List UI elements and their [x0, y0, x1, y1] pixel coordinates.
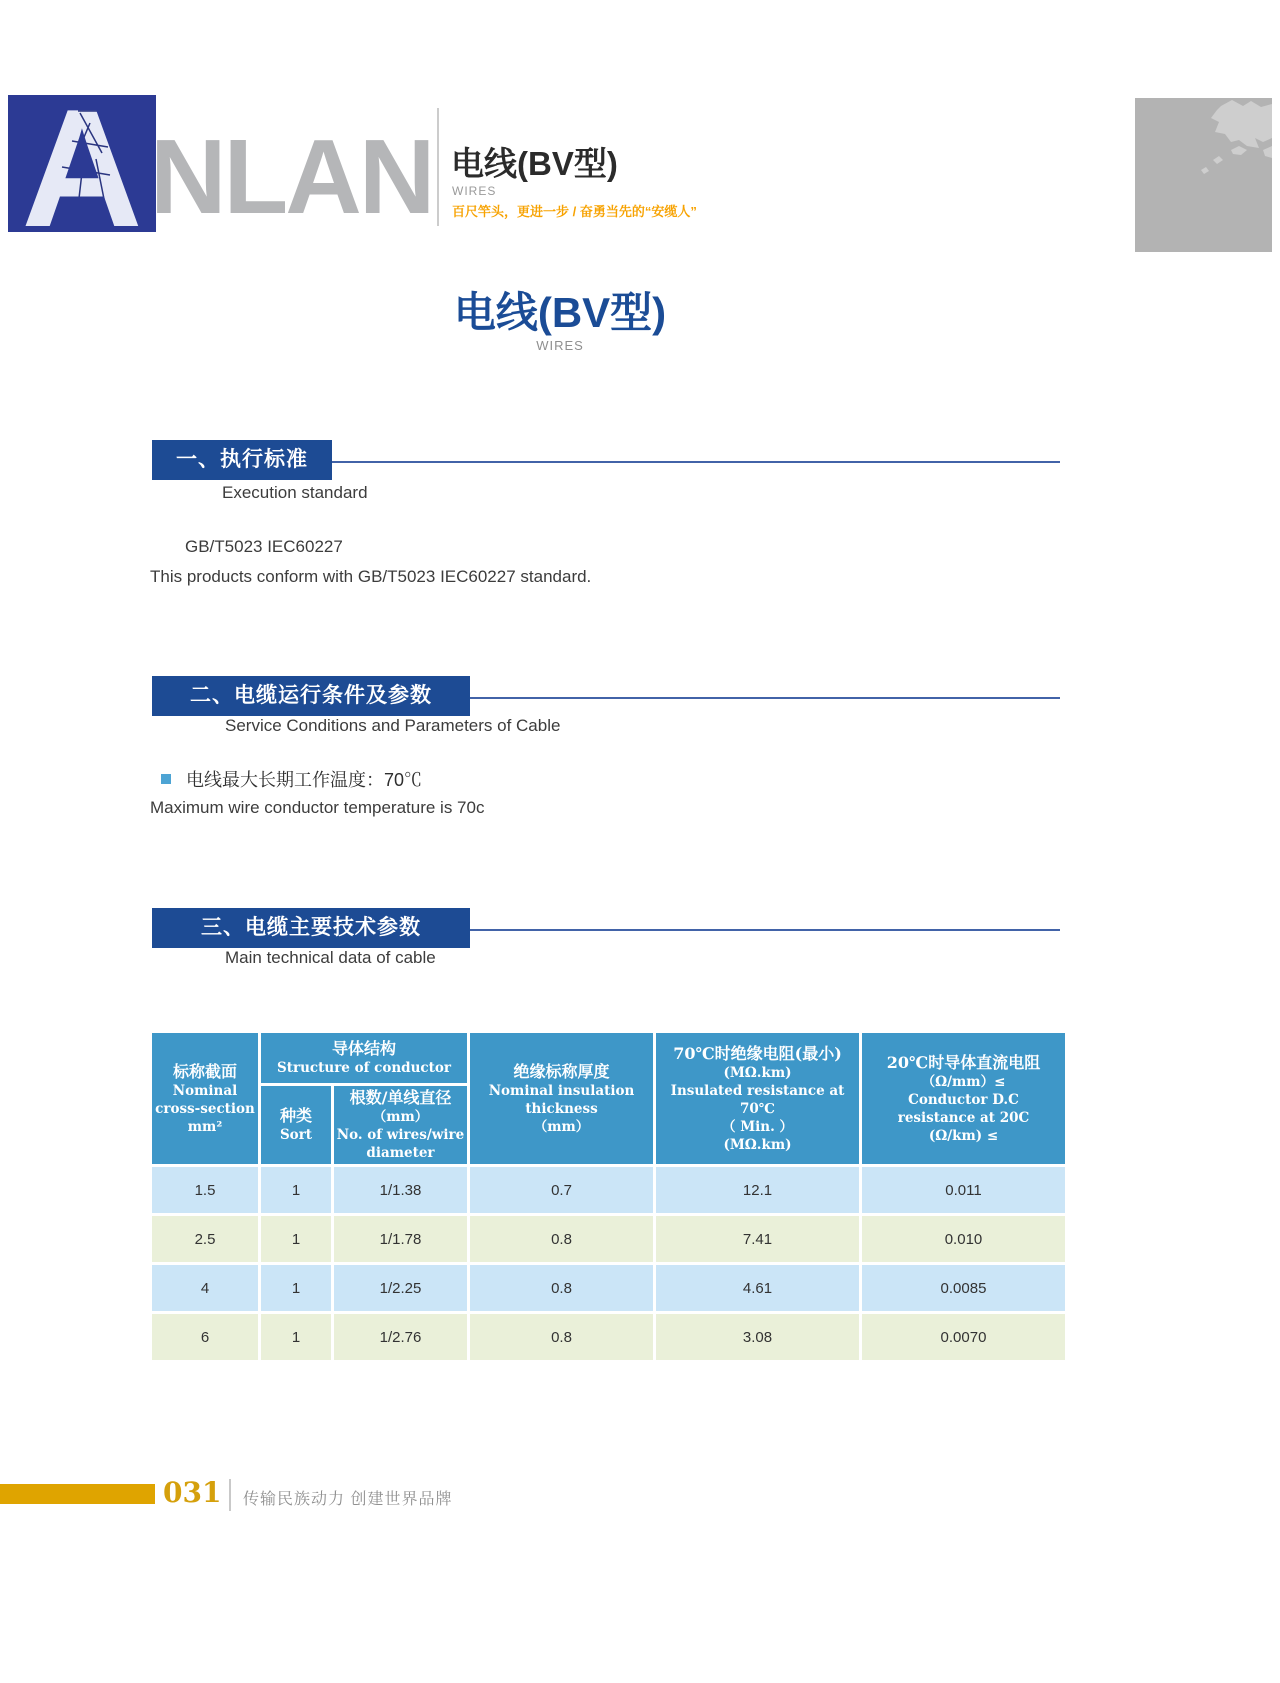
dcres-unit1: （Ω/mm）≤ — [921, 1073, 1006, 1090]
section2-heading: 二、电缆运行条件及参数 — [152, 676, 470, 716]
wires-unit: （mm） — [372, 1109, 429, 1125]
cell-wires: 1/2.25 — [334, 1265, 467, 1311]
table-row — [152, 1216, 1065, 1262]
page-title: 电线(BV型) — [453, 289, 667, 336]
dcres-cn: 20℃时导体直流电阻 — [886, 1052, 1041, 1072]
nominal-en1: Nominal — [172, 1082, 238, 1099]
header-product-subtitle: WIRES — [452, 184, 497, 198]
map-landmass-icon — [1135, 98, 1272, 252]
nominal-cn: 标称截面 — [172, 1061, 237, 1081]
cell-sort: 1 — [261, 1216, 331, 1262]
cell-dc-res: 0.0070 — [862, 1314, 1065, 1360]
header-slogan: 百尺竿头，更进一步 / 奋勇当先的“安缆人” — [452, 204, 697, 219]
cell-sort: 1 — [261, 1167, 331, 1213]
standard-description: This products conform with GB/T5023 IEC60227 standard. — [150, 567, 592, 586]
logo-wordmark: NLAN — [150, 118, 433, 236]
cell-wires: 1/1.78 — [334, 1216, 467, 1262]
dcres-en1: Conductor D.C — [908, 1091, 1019, 1108]
max-temperature-en: Maximum wire conductor temperature is 70c — [150, 798, 485, 817]
section1-rule — [332, 461, 1060, 463]
cell-dc-res: 0.010 — [862, 1216, 1065, 1262]
table-row — [152, 1265, 1065, 1311]
section2-subheading: Service Conditions and Parameters of Cable — [225, 716, 561, 735]
wires-en2: diameter — [366, 1145, 435, 1161]
cell-thickness: 0.7 — [470, 1167, 653, 1213]
section1-heading: 一、执行标准 — [152, 440, 332, 480]
thickness-en2: thickness — [525, 1100, 598, 1117]
structure-cn: 导体结构 — [331, 1039, 396, 1058]
section1-subheading: Execution standard — [222, 483, 368, 502]
cell-ins-res: 12.1 — [656, 1167, 859, 1213]
col-header-sort — [261, 1086, 331, 1164]
cell-sort: 1 — [261, 1314, 331, 1360]
max-temperature-cn: 电线最大长期工作温度：70℃ — [186, 770, 423, 790]
cell-thickness: 0.8 — [470, 1216, 653, 1262]
dcres-en2: resistance at 20C — [897, 1109, 1030, 1126]
cell-size: 6 — [152, 1314, 258, 1360]
col-header-structure — [261, 1033, 467, 1083]
technical-data-table — [149, 1030, 1065, 1363]
col-header-dc-resistance — [862, 1033, 1065, 1164]
cell-size: 2.5 — [152, 1216, 258, 1262]
col-header-wires — [334, 1086, 467, 1164]
dcres-unit2: (Ω/km) ≤ — [928, 1127, 999, 1144]
cell-size: 1.5 — [152, 1167, 258, 1213]
col-header-thickness — [470, 1033, 653, 1164]
sort-cn: 种类 — [279, 1106, 312, 1125]
cell-wires: 1/2.76 — [334, 1314, 467, 1360]
nominal-unit: mm² — [187, 1118, 223, 1135]
insres-en2: （ Min. ） — [722, 1118, 793, 1135]
section3-subheading: Main technical data of cable — [225, 948, 436, 967]
page-subtitle: WIRES — [536, 338, 584, 353]
sort-en: Sort — [279, 1127, 313, 1143]
cell-dc-res: 0.011 — [862, 1167, 1065, 1213]
table-row — [152, 1314, 1065, 1360]
cell-thickness: 0.8 — [470, 1314, 653, 1360]
structure-en: Structure of conductor — [277, 1060, 451, 1076]
footer-divider — [229, 1479, 231, 1511]
table-row — [152, 1167, 1065, 1213]
insres-en1: Insulated resistance at 70℃ — [670, 1082, 845, 1117]
header-product-title: 电线(BV型) — [451, 145, 618, 182]
logo-a-icon — [8, 95, 156, 232]
nominal-en2: cross-section — [155, 1100, 255, 1117]
cell-size: 4 — [152, 1265, 258, 1311]
page-number: 031 — [163, 1476, 222, 1509]
header-divider — [437, 108, 439, 226]
cell-dc-res: 0.0085 — [862, 1265, 1065, 1311]
wires-cn: 根数/单线直径 — [349, 1088, 452, 1107]
col-header-nominal — [152, 1033, 258, 1164]
section3-heading: 三、电缆主要技术参数 — [152, 908, 470, 948]
thickness-cn: 绝缘标称厚度 — [513, 1061, 610, 1081]
col-header-insulation-resistance — [656, 1033, 859, 1164]
cell-sort: 1 — [261, 1265, 331, 1311]
section2-rule — [470, 697, 1060, 699]
footer-slogan: 传输民族动力 创建世界品牌 — [243, 1491, 453, 1508]
insres-unit1: (MΩ.km) — [723, 1064, 792, 1081]
standard-codes: GB/T5023 IEC60227 — [185, 537, 343, 556]
insres-cn: 70℃时绝缘电阻(最小) — [673, 1043, 842, 1063]
wires-en1: No. of wires/wire — [336, 1127, 465, 1143]
footer-accent-bar — [0, 1484, 155, 1504]
thickness-en1: Nominal insulation — [488, 1082, 635, 1099]
map-image — [1135, 98, 1272, 252]
bullet-square-icon — [161, 774, 171, 784]
cell-ins-res: 7.41 — [656, 1216, 859, 1262]
cell-thickness: 0.8 — [470, 1265, 653, 1311]
anlan-logo-mark — [8, 95, 156, 232]
cell-ins-res: 3.08 — [656, 1314, 859, 1360]
section3-rule — [470, 929, 1060, 931]
insres-unit2: (MΩ.km) — [723, 1136, 792, 1153]
thickness-unit: （mm） — [533, 1118, 590, 1135]
cell-ins-res: 4.61 — [656, 1265, 859, 1311]
cell-wires: 1/1.38 — [334, 1167, 467, 1213]
